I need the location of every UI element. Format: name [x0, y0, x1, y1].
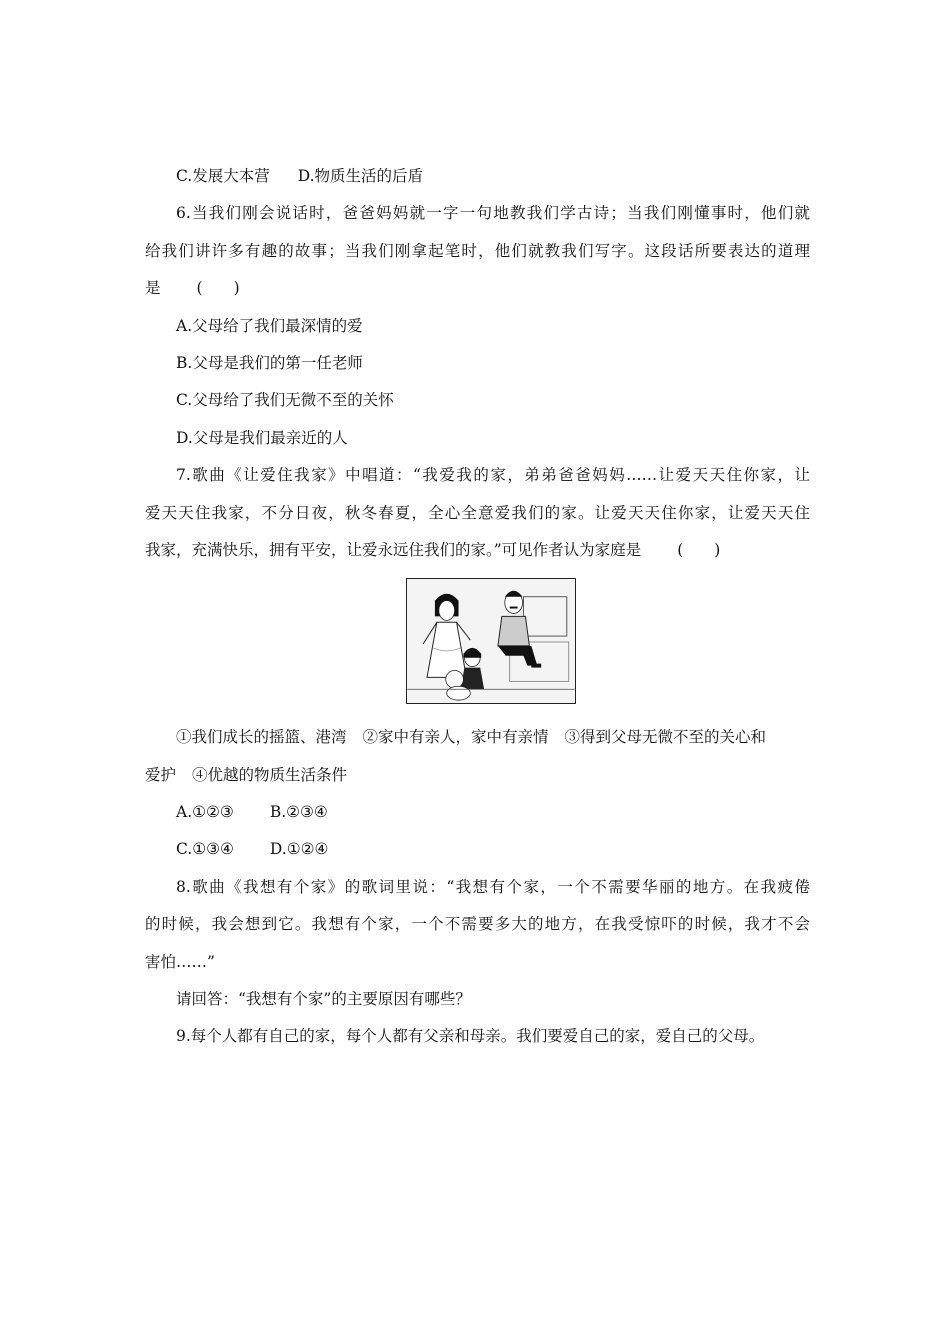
q8-question: 请回答：“我想有个家”的主要原因有哪些？	[176, 990, 471, 1009]
q6-answer-paren: ( )	[196, 279, 240, 298]
q6-line-1: 6.当我们刚会说话时，爸爸妈妈就一字一句地教我们学古诗；当我们刚懂事时，他们就	[176, 204, 810, 223]
q7-options-row-2	[145, 831, 810, 868]
q7-line-1: 7.歌曲《让爱住我家》中唱道：“我爱我的家，弟弟爸爸妈妈……让爱天天住你家，让	[176, 466, 810, 485]
q7-item-1: ①我们成长的摇篮、港湾	[176, 728, 347, 747]
q6-line-2: 给我们讲许多有趣的故事；当我们刚拿起笔时，他们就教我们写字。这段话所要表达的道理	[145, 241, 810, 260]
q6-option-c: C.父母给了我们无微不至的关怀	[176, 391, 394, 410]
family-illustration-drawing	[407, 579, 575, 703]
q8-line-2: 的时候，我会想到它。我想有个家，一个不需要多大的地方，在我受惊吓的时候，我才不会	[145, 915, 810, 934]
q7-item-3: ③得到父母无微不至的关心和	[564, 728, 767, 747]
family-illustration	[406, 578, 576, 704]
q7-items-row	[145, 719, 810, 756]
q5-options-row	[145, 158, 810, 195]
q7-item-3-cont: 爱护	[145, 765, 177, 784]
q9-line-1: 9.每个人都有自己的家，每个人都有父亲和母亲。我们要爱自己的家，爱自己的父母。	[176, 1027, 765, 1046]
q7-option-b: B.②③④	[269, 803, 328, 822]
q5-option-c: C.发展大本营	[176, 167, 270, 185]
q7-line-3-text: 我家，充满快乐，拥有平安，让爱永远住我们的家。”可见作者认为家庭是	[145, 540, 642, 559]
q7-line-2: 爱天天住我家，不分日夜，秋冬春夏，全心全意爱我们的家。让爱天天住你家，让爱天天住	[145, 503, 810, 522]
q8-line-1: 8.歌曲《我想有个家》的歌词里说：“我想有个家，一个不需要华丽的地方。在我疲倦	[176, 877, 810, 896]
q7-items-row-2	[145, 757, 810, 794]
q6-option-b: B.父母是我们的第一任老师	[176, 353, 363, 372]
q5-option-d: D.物质生活的后盾	[297, 167, 424, 185]
q7-line-3	[145, 532, 810, 569]
q6-option-a: A.父母给了我们最深情的爱	[176, 316, 363, 335]
q7-option-c: C.①③④	[176, 840, 234, 859]
q6-line-3	[145, 270, 810, 307]
q6-option-d: D.父母是我们最亲近的人	[176, 428, 348, 447]
q8-line-3: 害怕……”	[145, 952, 215, 971]
q7-option-d: D.①②④	[269, 840, 329, 859]
q7-item-4: ④优越的物质生活条件	[192, 765, 348, 784]
illustration-background	[407, 579, 574, 703]
q7-item-2: ②家中有亲人，家中有亲情	[362, 728, 549, 747]
q7-options-row-1	[145, 794, 810, 831]
q7-option-a: A.①②③	[176, 803, 234, 822]
q6-line-3-text: 是	[145, 279, 161, 298]
q7-answer-paren: ( )	[677, 540, 721, 559]
